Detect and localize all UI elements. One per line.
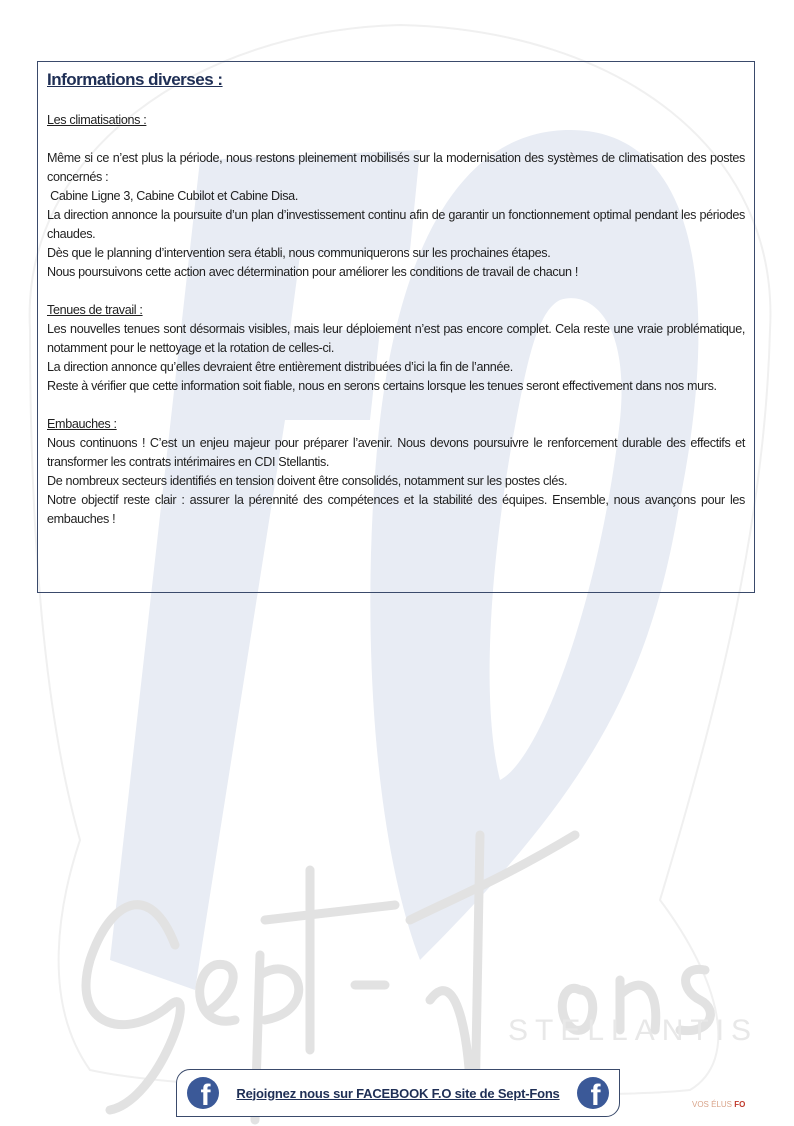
signature-brand: FO bbox=[734, 1100, 746, 1109]
facebook-icon[interactable] bbox=[187, 1077, 219, 1109]
info-box bbox=[37, 61, 755, 593]
paragraph: Dès que le planning d’intervention sera établi, nous communiquerons sur les prochaines étapes. bbox=[47, 246, 551, 260]
paragraph: Les nouvelles tenues sont désormais visibles, mais leur déploiement n’est pas encore complet. Cela reste une vraie problématique, notamment pour le nettoyage et la rotation de celles-ci. bbox=[47, 322, 745, 355]
facebook-glyph: f bbox=[590, 1079, 601, 1109]
paragraph: La direction annonce qu’elles devraient être entièrement distribuées d’ici la fin de l’année. bbox=[47, 360, 513, 374]
facebook-banner[interactable] bbox=[176, 1069, 620, 1117]
section-climatisations bbox=[47, 111, 745, 282]
paragraph: De nombreux secteurs identifiés en tension doivent être consolidés, notamment sur les postes clés. bbox=[47, 474, 568, 488]
section-heading: Tenues de travail : bbox=[47, 303, 143, 317]
facebook-glyph: f bbox=[200, 1079, 211, 1109]
section-heading: Embauches : bbox=[47, 417, 117, 431]
facebook-link[interactable]: Rejoignez nous sur FACEBOOK F.O site de Sept-Fons bbox=[236, 1085, 560, 1101]
watermark-stellantis: STELLANTIS bbox=[508, 1014, 759, 1047]
section-heading: Les climatisations : bbox=[47, 113, 147, 127]
paragraph: Reste à vérifier que cette information soit fiable, nous en serons certains lorsque les tenues seront effectivement dans nos murs. bbox=[47, 379, 717, 393]
page-title: Informations diverses : bbox=[47, 70, 223, 89]
signature-prefix: VOS ÉLUS bbox=[692, 1100, 733, 1109]
section-tenues-de-travail bbox=[47, 301, 745, 396]
facebook-icon[interactable] bbox=[577, 1077, 609, 1109]
paragraph: Nous continuons ! C’est un enjeu majeur pour préparer l’avenir. Nous devons poursuivre le renforcement durable des effectifs et transformer les contrats intérimaires en CDI Stellantis. bbox=[47, 436, 745, 469]
paragraph: Nous poursuivons cette action avec détermination pour améliorer les conditions de travail de chacun ! bbox=[47, 265, 578, 279]
paragraph: Même si ce n’est plus la période, nous restons pleinement mobilisés sur la modernisation des systèmes de climatisation des postes concernés : bbox=[47, 151, 745, 184]
section-embauches bbox=[47, 415, 745, 529]
paragraph: Notre objectif reste clair : assurer la pérennité des compétences et la stabilité des équipes. Ensemble, nous avançons pour les embauches ! bbox=[47, 493, 745, 526]
signature bbox=[692, 1100, 745, 1109]
paragraph: La direction annonce la poursuite d’un plan d’investissement continu afin de garantir un fonctionnement optimal pendant les périodes chaudes. bbox=[47, 208, 745, 241]
paragraph: Cabine Ligne 3, Cabine Cubilot et Cabine Disa. bbox=[47, 189, 298, 203]
